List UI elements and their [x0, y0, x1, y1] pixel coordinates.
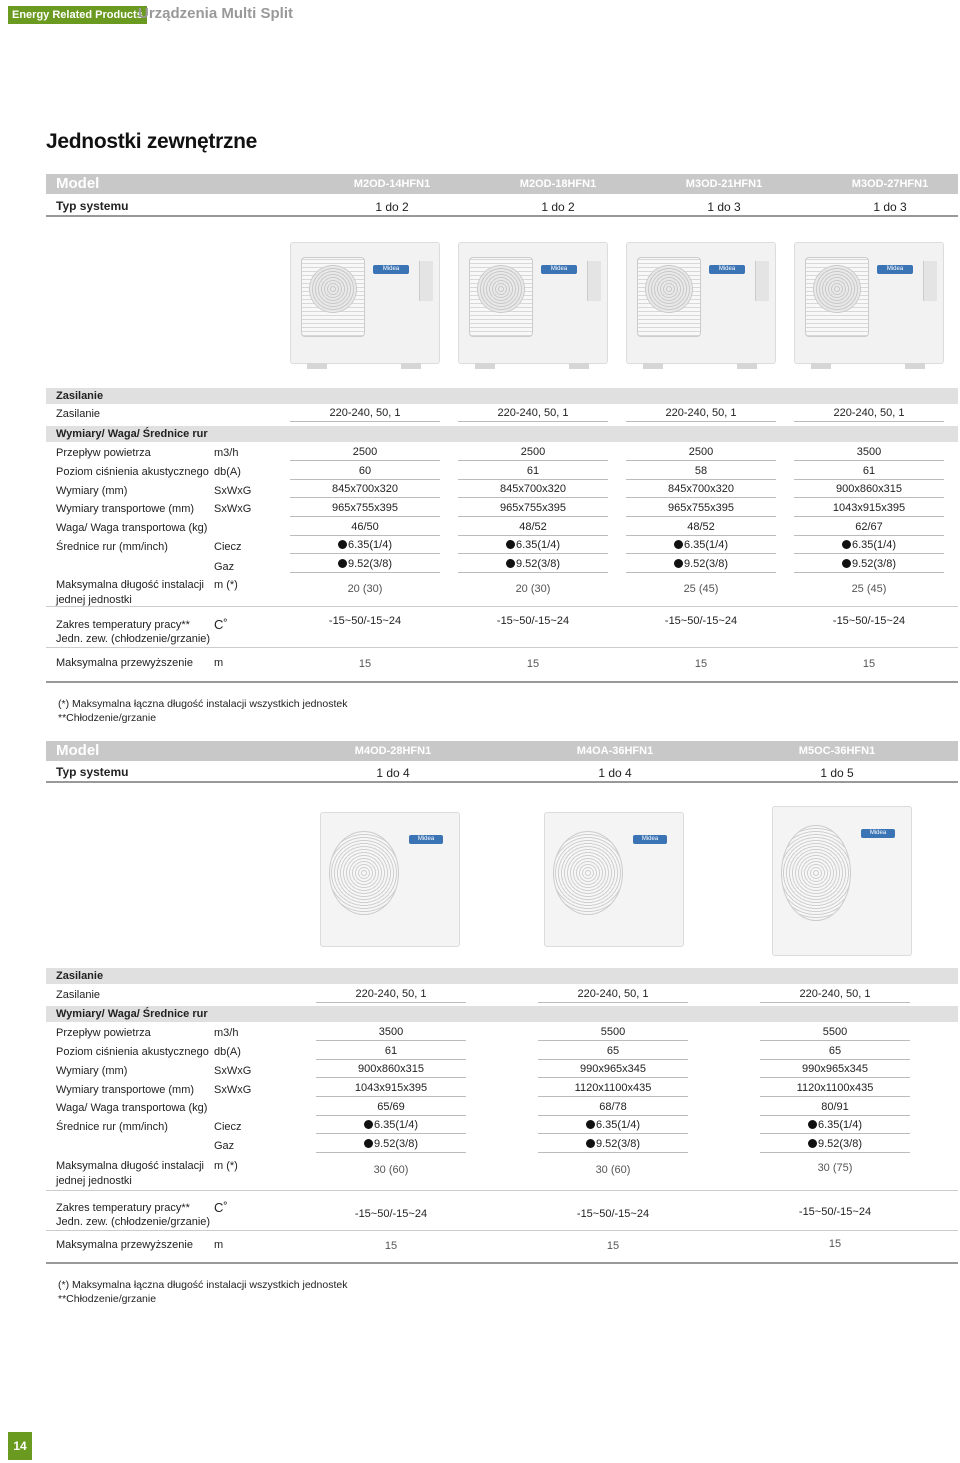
outdoor-unit-image: [772, 806, 912, 956]
model-label: Model: [56, 742, 100, 759]
model-name: M2OD-18HFN1: [519, 178, 597, 190]
section-header-dimensions: Wymiary/ Waga/ Średnice rur: [46, 426, 958, 442]
spec-value: 5500: [760, 1026, 910, 1041]
system-type-label: Typ systemu: [56, 199, 129, 213]
spec-label: Maksymalna przewyższenie: [56, 657, 193, 669]
spec-label: Maksymalna długość instalacji: [56, 579, 204, 591]
brand-logo: Midea: [861, 829, 895, 838]
spec-value: 65: [538, 1045, 688, 1060]
row-divider: [46, 606, 958, 607]
table-bottom-rule: [46, 1262, 958, 1264]
spec-value: 65: [760, 1045, 910, 1060]
spec-value: 900x860x315: [316, 1063, 466, 1078]
row-divider: [46, 647, 958, 648]
diameter-icon: [842, 559, 851, 568]
spec-value: 61: [794, 465, 944, 480]
spec-value: 900x860x315: [794, 483, 944, 498]
spec-value-liquid: 6.35(1/4): [290, 539, 440, 554]
spec-unit: m3/h: [214, 1027, 239, 1039]
spec-value: -15~50/-15~24: [576, 1208, 650, 1220]
system-type-value: 1 do 4: [598, 766, 632, 780]
spec-label: Przepływ powietrza: [56, 1027, 151, 1039]
diameter-icon: [586, 1139, 595, 1148]
system-type-row: [46, 197, 958, 217]
system-type-label: Typ systemu: [56, 765, 129, 779]
spec-value: 30 (60): [373, 1164, 409, 1176]
brand-logo: Midea: [373, 265, 409, 274]
outdoor-unit-image: [626, 242, 776, 364]
model-name: M5OC-36HFN1: [798, 745, 876, 757]
spec-value: 1120x1100x435: [538, 1082, 688, 1097]
spec-label: Zakres temperatury pracy**: [56, 1202, 190, 1214]
system-type-value: 1 do 5: [820, 766, 854, 780]
spec-label: Waga/ Waga transportowa (kg): [56, 522, 208, 534]
spec-value-liquid: 6.35(1/4): [458, 539, 608, 554]
spec-value-gas: 9.52(3/8): [626, 558, 776, 573]
spec-label: Zakres temperatury pracy**: [56, 619, 190, 631]
spec-unit: Ciecz: [214, 541, 242, 553]
brand-logo: Midea: [877, 265, 913, 274]
model-name: M4OD-28HFN1: [354, 745, 432, 757]
spec-value: -15~50/-15~24: [798, 1206, 872, 1218]
spec-value-liquid: 6.35(1/4): [626, 539, 776, 554]
spec-unit: SxWxG: [214, 1084, 252, 1096]
spec-value: 220-240, 50, 1: [794, 407, 944, 422]
spec-label: Poziom ciśnienia akustycznego: [56, 466, 209, 478]
spec-label: Waga/ Waga transportowa (kg): [56, 1102, 208, 1114]
diameter-icon: [506, 540, 515, 549]
model-name: M2OD-14HFN1: [353, 178, 431, 190]
spec-value: 68/78: [538, 1101, 688, 1116]
spec-value: 990x965x345: [760, 1063, 910, 1078]
spec-unit: m: [214, 657, 224, 669]
spec-unit: m: [214, 1239, 224, 1251]
spec-value-gas: 9.52(3/8): [458, 558, 608, 573]
system-type-row: [46, 763, 958, 783]
spec-unit: m (*): [214, 1160, 238, 1172]
spec-unit: SxWxG: [214, 485, 252, 497]
model-header-bar: [46, 174, 958, 194]
spec-value: 15: [526, 658, 540, 670]
diameter-icon: [338, 540, 347, 549]
spec-label: jednej jednostki: [56, 1175, 132, 1187]
spec-value: 25 (45): [683, 583, 719, 595]
spec-value: 220-240, 50, 1: [760, 988, 910, 1003]
spec-label: Przepływ powietrza: [56, 447, 151, 459]
section-title: Urządzenia Multi Split: [138, 5, 294, 22]
spec-value: 15: [606, 1240, 620, 1252]
section-header-power: Zasilanie: [46, 968, 958, 984]
spec-value: 220-240, 50, 1: [458, 407, 608, 422]
spec-value: 15: [694, 658, 708, 670]
spec-value: 62/67: [794, 521, 944, 536]
system-type-value: 1 do 2: [375, 200, 409, 214]
spec-value: -15~50/-15~24: [664, 615, 738, 627]
row-divider: [46, 1230, 958, 1231]
spec-label: Jedn. zew. (chłodzenie/grzanie): [56, 1216, 211, 1228]
spec-value: 61: [316, 1045, 466, 1060]
spec-label: Zasilanie: [56, 989, 101, 1001]
spec-value: 990x965x345: [538, 1063, 688, 1078]
spec-unit: m (*): [214, 579, 238, 591]
spec-value: 3500: [794, 446, 944, 461]
spec-value: 220-240, 50, 1: [290, 407, 440, 422]
spec-unit: m3/h: [214, 447, 239, 459]
brand-logo: Midea: [409, 835, 443, 844]
outdoor-unit-image: [290, 242, 440, 364]
spec-value-liquid: 6.35(1/4): [760, 1119, 910, 1134]
spec-value: 60: [290, 465, 440, 480]
table-bottom-rule: [46, 681, 958, 683]
spec-label: Wymiary (mm): [56, 1065, 128, 1077]
spec-unit: C˚: [214, 617, 228, 632]
system-type-value: 1 do 3: [873, 200, 907, 214]
spec-value: 58: [626, 465, 776, 480]
spec-label: Wymiary transportowe (mm): [56, 503, 195, 515]
spec-value: 25 (45): [851, 583, 887, 595]
brand-logo: Midea: [633, 835, 667, 844]
spec-value: 80/91: [760, 1101, 910, 1116]
diameter-icon: [674, 559, 683, 568]
model-header-bar: [46, 741, 958, 761]
spec-value: 3500: [316, 1026, 466, 1041]
spec-label: Wymiary (mm): [56, 485, 128, 497]
spec-value: -15~50/-15~24: [328, 615, 402, 627]
spec-unit: C˚: [214, 1200, 228, 1215]
spec-value: 965x755x395: [290, 502, 440, 517]
spec-value: 46/50: [290, 521, 440, 536]
spec-value-gas: 9.52(3/8): [760, 1138, 910, 1153]
footnote: (*) Maksymalna łączna długość instalacji wszystkich jednostek **Chłodzenie/grzanie: [58, 698, 348, 724]
spec-value: 48/52: [626, 521, 776, 536]
spec-label: Średnice rur (mm/inch): [56, 541, 168, 553]
spec-value: 1120x1100x435: [760, 1082, 910, 1097]
spec-label: Wymiary transportowe (mm): [56, 1084, 195, 1096]
spec-value: 5500: [538, 1026, 688, 1041]
footnote: (*) Maksymalna łączna długość instalacji wszystkich jednostek **Chłodzenie/grzanie: [58, 1279, 348, 1305]
spec-value: 61: [458, 465, 608, 480]
outdoor-unit-image: [458, 242, 608, 364]
spec-label: Jedn. zew. (chłodzenie/grzanie): [56, 633, 211, 645]
diameter-icon: [842, 540, 851, 549]
spec-value-gas: 9.52(3/8): [538, 1138, 688, 1153]
spec-value: -15~50/-15~24: [354, 1208, 428, 1220]
spec-value: 15: [862, 658, 876, 670]
spec-label: Zasilanie: [56, 408, 101, 420]
system-type-value: 1 do 3: [707, 200, 741, 214]
spec-value: -15~50/-15~24: [832, 615, 906, 627]
spec-value: -15~50/-15~24: [496, 615, 570, 627]
spec-unit: SxWxG: [214, 503, 252, 515]
outdoor-unit-image: [794, 242, 944, 364]
diameter-icon: [506, 559, 515, 568]
outdoor-unit-image: [320, 812, 460, 947]
model-name: M3OD-27HFN1: [851, 178, 929, 190]
spec-unit: Gaz: [214, 1140, 235, 1152]
page-number: 14: [8, 1432, 32, 1460]
spec-value: 20 (30): [347, 583, 383, 595]
spec-value-gas: 9.52(3/8): [316, 1138, 466, 1153]
spec-value: 845x700x320: [290, 483, 440, 498]
outdoor-unit-image: [544, 812, 684, 947]
model-name: M3OD-21HFN1: [685, 178, 763, 190]
spec-value: 965x755x395: [626, 502, 776, 517]
model-label: Model: [56, 175, 100, 192]
spec-label: Maksymalna przewyższenie: [56, 1239, 193, 1251]
spec-value-gas: 9.52(3/8): [290, 558, 440, 573]
spec-value: 2500: [626, 446, 776, 461]
spec-unit: Gaz: [214, 561, 235, 573]
spec-value: 15: [384, 1240, 398, 1252]
diameter-icon: [586, 1120, 595, 1129]
diameter-icon: [808, 1139, 817, 1148]
spec-value: 30 (75): [817, 1162, 853, 1174]
section-badge: Energy Related Products: [8, 6, 147, 24]
spec-value: 220-240, 50, 1: [316, 988, 466, 1003]
spec-value: 845x700x320: [626, 483, 776, 498]
spec-label: Średnice rur (mm/inch): [56, 1121, 168, 1133]
diameter-icon: [364, 1120, 373, 1129]
spec-unit: Ciecz: [214, 1121, 242, 1133]
spec-value: 20 (30): [515, 583, 551, 595]
spec-unit: SxWxG: [214, 1065, 252, 1077]
section-header-power: Zasilanie: [46, 388, 958, 404]
spec-unit: db(A): [214, 466, 241, 478]
spec-value-liquid: 6.35(1/4): [538, 1119, 688, 1134]
spec-value: 1043x915x395: [794, 502, 944, 517]
spec-value: 1043x915x395: [316, 1082, 466, 1097]
diameter-icon: [674, 540, 683, 549]
spec-value: 845x700x320: [458, 483, 608, 498]
spec-value-gas: 9.52(3/8): [794, 558, 944, 573]
diameter-icon: [338, 559, 347, 568]
row-divider: [46, 1190, 958, 1191]
spec-value: 2500: [458, 446, 608, 461]
spec-value: 2500: [290, 446, 440, 461]
spec-value: 65/69: [316, 1101, 466, 1116]
spec-label: jednej jednostki: [56, 594, 132, 606]
system-type-value: 1 do 4: [376, 766, 410, 780]
spec-label: Maksymalna długość instalacji: [56, 1160, 204, 1172]
spec-value: 15: [828, 1238, 842, 1250]
section-header-dimensions: Wymiary/ Waga/ Średnice rur: [46, 1006, 958, 1022]
spec-value: 30 (60): [595, 1164, 631, 1176]
spec-value: 48/52: [458, 521, 608, 536]
model-name: M4OA-36HFN1: [576, 745, 654, 757]
spec-label: Poziom ciśnienia akustycznego: [56, 1046, 209, 1058]
system-type-value: 1 do 2: [541, 200, 575, 214]
spec-value-liquid: 6.35(1/4): [316, 1119, 466, 1134]
spec-unit: db(A): [214, 1046, 241, 1058]
spec-value-liquid: 6.35(1/4): [794, 539, 944, 554]
spec-value: 15: [358, 658, 372, 670]
brand-logo: Midea: [541, 265, 577, 274]
page-title: Jednostki zewnętrzne: [46, 130, 258, 153]
spec-value: 220-240, 50, 1: [626, 407, 776, 422]
brand-logo: Midea: [709, 265, 745, 274]
spec-value: 220-240, 50, 1: [538, 988, 688, 1003]
spec-value: 965x755x395: [458, 502, 608, 517]
diameter-icon: [808, 1120, 817, 1129]
diameter-icon: [364, 1139, 373, 1148]
